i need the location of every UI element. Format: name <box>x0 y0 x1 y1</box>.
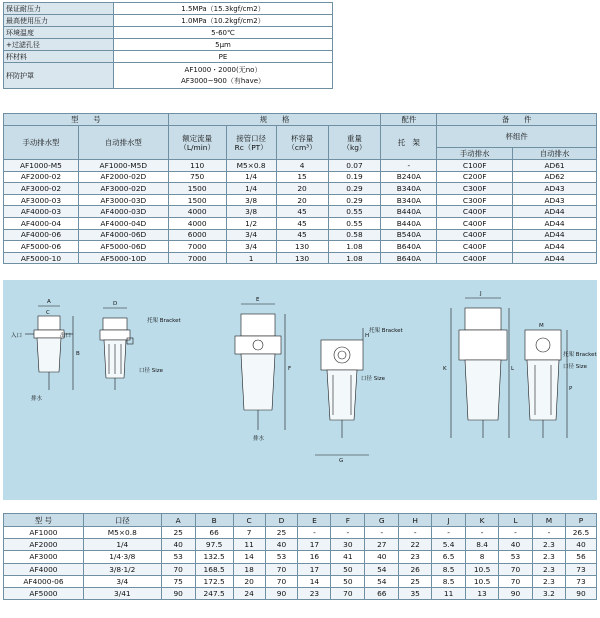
label-dim-c: C <box>46 310 50 316</box>
dimension-cell: 17 <box>298 539 331 551</box>
dimension-cell: 247.5 <box>195 587 233 599</box>
dimension-cell: 3/41 <box>83 587 161 599</box>
model-cell: B340A <box>381 183 437 195</box>
dimension-cell: 11 <box>233 539 265 551</box>
spec-table <box>3 2 333 89</box>
dimension-cell: 53 <box>499 551 533 563</box>
model-cell: C400F <box>437 229 513 241</box>
model-cell: AF4000-04 <box>4 217 79 229</box>
spec-table-body <box>4 3 333 89</box>
model-table-header-row-1 <box>4 114 597 126</box>
model-cell: AD61 <box>513 160 597 172</box>
model-cell: C400F <box>437 241 513 253</box>
dimension-cell: 2.3 <box>532 539 565 551</box>
model-cell: 130 <box>276 241 328 253</box>
model-cell: - <box>381 160 437 172</box>
dimension-cell: 70 <box>161 563 195 575</box>
dimension-cell: - <box>331 527 365 539</box>
model-cell: AF3000-02 <box>4 183 79 195</box>
drawing-af5000-side <box>525 330 567 438</box>
dimension-cell: 1/4 <box>83 539 161 551</box>
model-cell: B540A <box>381 229 437 241</box>
model-cell: 1/4 <box>226 171 276 183</box>
model-cell: AF1000-M5 <box>4 160 79 172</box>
model-cell: AF4000-03 <box>4 206 79 218</box>
dimension-cell: 73 <box>565 575 596 587</box>
dimension-cell: AF4000-06 <box>4 575 84 587</box>
model-cell: AF1000-M5D <box>78 160 168 172</box>
model-cell: C300F <box>437 194 513 206</box>
model-table-header-row-2 <box>4 126 597 148</box>
dimension-cell: - <box>365 527 399 539</box>
header-weight-unit: （kg） <box>342 142 367 152</box>
dimension-row <box>4 551 597 563</box>
dimension-cell: 17 <box>298 563 331 575</box>
dimension-cell: 73 <box>565 563 596 575</box>
model-cell: 0.19 <box>328 171 381 183</box>
drawing-af1000-side <box>100 308 133 390</box>
model-cell: C100F <box>437 160 513 172</box>
dimension-header-cell: C <box>233 514 265 527</box>
model-cell: 4 <box>276 160 328 172</box>
label-dim-k: K <box>443 366 447 372</box>
model-cell: AD44 <box>513 241 597 253</box>
drawing-af5000-front <box>451 298 509 438</box>
dimension-cell: 97.5 <box>195 539 233 551</box>
dimension-cell: 70 <box>265 575 298 587</box>
model-cell: B340A <box>381 194 437 206</box>
header-weight <box>328 126 381 160</box>
spec-value: 1.0MPa（10.2kgf/cm2） <box>114 15 333 27</box>
dimension-cell: 16 <box>298 551 331 563</box>
header-bowl-assembly: 杯组件 <box>437 126 597 148</box>
model-cell: C300F <box>437 183 513 195</box>
model-cell: 6000 <box>168 229 226 241</box>
model-cell: 0.29 <box>328 183 381 195</box>
dimension-cell: 7 <box>233 527 265 539</box>
dimension-cell: 1/4·3/8 <box>83 551 161 563</box>
dimension-cell: 168.5 <box>195 563 233 575</box>
dimension-header-cell: B <box>195 514 233 527</box>
spec-value: 5μm <box>114 39 333 51</box>
model-row <box>4 252 597 264</box>
dimension-header-cell: 型 号 <box>4 514 84 527</box>
dimension-cell: 8.4 <box>466 539 499 551</box>
model-cell: M5×0.8 <box>226 160 276 172</box>
model-cell: AD44 <box>513 229 597 241</box>
model-cell: 1500 <box>168 194 226 206</box>
dimension-cell: 5.4 <box>432 539 466 551</box>
dimension-cell: 53 <box>161 551 195 563</box>
label-drain-b: 排水 <box>253 436 265 442</box>
dimension-cell: - <box>298 527 331 539</box>
dimension-cell: 75 <box>161 575 195 587</box>
model-cell: 0.29 <box>328 194 381 206</box>
model-cell: 20 <box>276 183 328 195</box>
header-auto-drain-type: 自动排水型 <box>78 126 168 160</box>
label-dim-h: H <box>365 333 370 339</box>
spec-row <box>4 27 333 39</box>
label-bracket-a: 托架 Bracket <box>147 318 181 324</box>
label-dim-a: A <box>47 299 51 305</box>
header-bowl-capacity <box>276 126 328 160</box>
dimension-cell: 14 <box>233 551 265 563</box>
dimension-cell: 18 <box>233 563 265 575</box>
dimension-table-header-row <box>4 514 597 527</box>
dimension-cell: - <box>532 527 565 539</box>
dimension-cell: - <box>499 527 533 539</box>
model-cell: 3/4 <box>226 241 276 253</box>
dimension-cell: 41 <box>331 551 365 563</box>
header-spare: 备 件 <box>437 114 597 126</box>
model-cell: 0.07 <box>328 160 381 172</box>
dimension-row <box>4 575 597 587</box>
model-cell: AF2000-02 <box>4 171 79 183</box>
dimension-cell: 90 <box>565 587 596 599</box>
dimension-header-cell: G <box>365 514 399 527</box>
model-row <box>4 241 597 253</box>
model-cell: 3/4 <box>226 229 276 241</box>
label-dim-d: D <box>113 301 118 307</box>
label-dim-j: J <box>480 291 482 297</box>
label-dim-l: L <box>511 366 515 372</box>
model-cell: B640A <box>381 252 437 264</box>
model-cell: 1 <box>226 252 276 264</box>
header-port-size-unit: Rc（PT） <box>234 142 268 152</box>
model-row <box>4 206 597 218</box>
dimension-cell: 20 <box>233 575 265 587</box>
label-dim-m: M <box>539 323 544 329</box>
dimension-cell: M5×0.8 <box>83 527 161 539</box>
header-spec: 规 格 <box>168 114 381 126</box>
model-cell: AF5000-06D <box>78 241 168 253</box>
model-cell: 0.58 <box>328 229 381 241</box>
dimension-cell: 2.3 <box>532 551 565 563</box>
dimension-header-cell: P <box>565 514 596 527</box>
model-cell: B440A <box>381 206 437 218</box>
dimension-cell: 8 <box>466 551 499 563</box>
dimension-cell: AF1000 <box>4 527 84 539</box>
model-cell: 1/2 <box>226 217 276 229</box>
dimension-cell: 53 <box>265 551 298 563</box>
model-row <box>4 217 597 229</box>
dimension-cell: 40 <box>565 539 596 551</box>
model-cell: AF5000-06 <box>4 241 79 253</box>
dimension-cell: - <box>399 527 432 539</box>
model-cell: AD43 <box>513 194 597 206</box>
dimension-cell: 26.5 <box>565 527 596 539</box>
dimension-header-cell: H <box>399 514 432 527</box>
model-row <box>4 183 597 195</box>
dimension-header-cell: F <box>331 514 365 527</box>
drawing-af3000-side <box>315 328 369 455</box>
dimension-cell: 40 <box>161 539 195 551</box>
dimension-cell: 70 <box>499 563 533 575</box>
dimension-cell: 8.5 <box>432 563 466 575</box>
dimension-header-cell: K <box>466 514 499 527</box>
label-inlet: 入口 <box>11 333 23 339</box>
spec-row <box>4 39 333 51</box>
spec-label: +过滤孔径 <box>4 39 114 51</box>
model-cell: 3/8 <box>226 194 276 206</box>
header-weight-label: 重量 <box>347 133 362 143</box>
model-cell: 4000 <box>168 206 226 218</box>
model-row <box>4 160 597 172</box>
dimension-cell: 66 <box>365 587 399 599</box>
label-bracket-b: 托架 Bracket <box>369 328 403 334</box>
dimension-row <box>4 587 597 599</box>
dimension-cell: 3/4 <box>83 575 161 587</box>
label-port-size-c: 口径 Size <box>563 364 588 370</box>
model-table-body <box>4 160 597 264</box>
spec-row <box>4 3 333 15</box>
spec-label: 最高使用压力 <box>4 15 114 27</box>
dimension-cell: 25 <box>265 527 298 539</box>
dimension-cell: 2.3 <box>532 575 565 587</box>
dimension-cell: 90 <box>161 587 195 599</box>
dimension-cell: 22 <box>399 539 432 551</box>
label-dim-g: G <box>339 458 344 464</box>
header-rated-flow <box>168 126 226 160</box>
spec-cover-line-1: AF1000・2000(无no） <box>184 65 262 74</box>
dimension-header-cell: D <box>265 514 298 527</box>
drawings-panel <box>3 280 597 500</box>
model-cell: C400F <box>437 206 513 218</box>
model-cell: 45 <box>276 229 328 241</box>
label-port-size-a: 口径 Size <box>139 368 164 374</box>
model-cell: C200F <box>437 171 513 183</box>
dimension-header-cell: A <box>161 514 195 527</box>
spec-row <box>4 15 333 27</box>
dimension-cell: 66 <box>195 527 233 539</box>
dimension-cell: 10.5 <box>466 575 499 587</box>
dimension-row <box>4 563 597 575</box>
dimension-cell: 2.3 <box>532 563 565 575</box>
model-cell: 4000 <box>168 217 226 229</box>
dimension-cell: 54 <box>365 575 399 587</box>
dimension-cell: 3.2 <box>532 587 565 599</box>
model-cell: AD44 <box>513 217 597 229</box>
header-bowl-capacity-unit: （cm³） <box>287 142 317 152</box>
dimension-cell: 11 <box>432 587 466 599</box>
label-dim-f: F <box>288 366 292 372</box>
dimension-cell: 40 <box>265 539 298 551</box>
model-cell: 7000 <box>168 241 226 253</box>
model-cell: 7000 <box>168 252 226 264</box>
header-bracket: 托 架 <box>381 126 437 160</box>
model-cell: 20 <box>276 194 328 206</box>
model-table <box>3 113 597 264</box>
dimension-cell: 24 <box>233 587 265 599</box>
dimension-cell: 70 <box>499 575 533 587</box>
model-cell: AD44 <box>513 206 597 218</box>
dimension-cell: AF4000 <box>4 563 84 575</box>
model-cell: C400F <box>437 252 513 264</box>
dimension-row <box>4 539 597 551</box>
dimension-cell: AF5000 <box>4 587 84 599</box>
dimension-header-cell: E <box>298 514 331 527</box>
dimension-header-cell: L <box>499 514 533 527</box>
dimension-cell: 40 <box>365 551 399 563</box>
model-cell: 45 <box>276 217 328 229</box>
model-cell: AD62 <box>513 171 597 183</box>
dimension-header-cell: M <box>532 514 565 527</box>
model-cell: AD44 <box>513 252 597 264</box>
model-cell: AF3000-03D <box>78 194 168 206</box>
spec-label: 杯材料 <box>4 51 114 63</box>
model-cell: AF3000-03 <box>4 194 79 206</box>
model-cell: 15 <box>276 171 328 183</box>
model-cell: 1.08 <box>328 241 381 253</box>
drawings-svg <box>3 280 597 500</box>
dimension-cell: 90 <box>499 587 533 599</box>
dimension-header-cell: 口径 <box>83 514 161 527</box>
model-cell: 110 <box>168 160 226 172</box>
header-rated-flow-unit: （L/min） <box>179 142 215 152</box>
model-cell: 0.55 <box>328 206 381 218</box>
model-cell: 130 <box>276 252 328 264</box>
label-bracket-c: 托架 Bracket <box>563 352 597 358</box>
dimension-cell: 50 <box>331 563 365 575</box>
model-cell: AF2000-02D <box>78 171 168 183</box>
dimension-table <box>3 513 597 600</box>
model-cell: 0.55 <box>328 217 381 229</box>
dimension-cell: 56 <box>565 551 596 563</box>
spec-value <box>114 63 333 89</box>
spec-value: 5-60℃ <box>114 27 333 39</box>
dimension-cell: 35 <box>399 587 432 599</box>
dimension-row <box>4 527 597 539</box>
model-cell: AD43 <box>513 183 597 195</box>
label-outlet: 出口 <box>60 333 72 339</box>
dimension-table-body <box>4 527 597 600</box>
drawing-af1000-front <box>25 306 73 390</box>
model-cell: 1500 <box>168 183 226 195</box>
model-cell: 45 <box>276 206 328 218</box>
header-manual-drain-type: 手动排水型 <box>4 126 79 160</box>
spec-label: 保证耐压力 <box>4 3 114 15</box>
model-cell: AF4000-06 <box>4 229 79 241</box>
model-row <box>4 171 597 183</box>
label-dim-b: B <box>76 351 80 357</box>
header-port-size <box>226 126 276 160</box>
header-auto-drain: 自动排水 <box>513 148 597 160</box>
model-cell: 1.08 <box>328 252 381 264</box>
dimension-cell: 3/8·1/2 <box>83 563 161 575</box>
model-row <box>4 229 597 241</box>
dimension-cell: 30 <box>331 539 365 551</box>
dimension-cell: AF3000 <box>4 551 84 563</box>
dimension-cell: 23 <box>399 551 432 563</box>
dimension-cell: 50 <box>331 575 365 587</box>
header-manual-drain: 手动排水 <box>437 148 513 160</box>
dimension-cell: 23 <box>298 587 331 599</box>
dimension-cell: 132.5 <box>195 551 233 563</box>
header-port-size-label: 接管口径 <box>236 133 266 143</box>
model-cell: B240A <box>381 171 437 183</box>
model-cell: AF3000-02D <box>78 183 168 195</box>
model-cell: AF4000-06D <box>78 229 168 241</box>
label-dim-e: E <box>256 297 260 303</box>
dimension-cell: 14 <box>298 575 331 587</box>
dimension-cell: AF2000 <box>4 539 84 551</box>
dimension-cell: 6.5 <box>432 551 466 563</box>
model-cell: B640A <box>381 241 437 253</box>
label-drain-a: 排水 <box>31 396 43 402</box>
dimension-header-cell: J <box>432 514 466 527</box>
model-cell: AF5000-10 <box>4 252 79 264</box>
header-accessory: 配件 <box>381 114 437 126</box>
dimension-cell: 25 <box>161 527 195 539</box>
dimension-cell: 54 <box>365 563 399 575</box>
model-cell: 750 <box>168 171 226 183</box>
spec-row <box>4 51 333 63</box>
label-dim-p: P <box>569 386 573 392</box>
spec-label: 杯防护罩 <box>4 63 114 89</box>
dimension-cell: - <box>466 527 499 539</box>
model-cell: AF4000-04D <box>78 217 168 229</box>
model-cell: AF4000-03D <box>78 206 168 218</box>
spec-value: PE <box>114 51 333 63</box>
model-cell: 3/8 <box>226 206 276 218</box>
spec-value: 1.5MPa（15.3kgf/cm2） <box>114 3 333 15</box>
drawing-af3000-front <box>235 304 285 430</box>
dimension-cell: 13 <box>466 587 499 599</box>
spec-cover-line-2: AF3000~900（有have） <box>180 76 266 85</box>
header-model: 型 号 <box>4 114 169 126</box>
model-cell: AF5000-10D <box>78 252 168 264</box>
dimension-cell: 172.5 <box>195 575 233 587</box>
dimension-cell: 90 <box>265 587 298 599</box>
dimension-cell: 27 <box>365 539 399 551</box>
dimension-cell: - <box>432 527 466 539</box>
spec-label: 环境温度 <box>4 27 114 39</box>
dimension-cell: 8.5 <box>432 575 466 587</box>
header-rated-flow-label: 额定流量 <box>182 133 212 143</box>
model-cell: 1/4 <box>226 183 276 195</box>
label-port-size-b: 口径 Size <box>361 376 386 382</box>
spec-row-cover <box>4 63 333 89</box>
dimension-cell: 25 <box>399 575 432 587</box>
dimension-cell: 70 <box>331 587 365 599</box>
dimension-cell: 10.5 <box>466 563 499 575</box>
model-row <box>4 194 597 206</box>
dimension-cell: 70 <box>265 563 298 575</box>
dimension-cell: 40 <box>499 539 533 551</box>
model-cell: B440A <box>381 217 437 229</box>
model-cell: C400F <box>437 217 513 229</box>
dimension-cell: 26 <box>399 563 432 575</box>
header-bowl-capacity-label: 杯容量 <box>290 133 314 143</box>
